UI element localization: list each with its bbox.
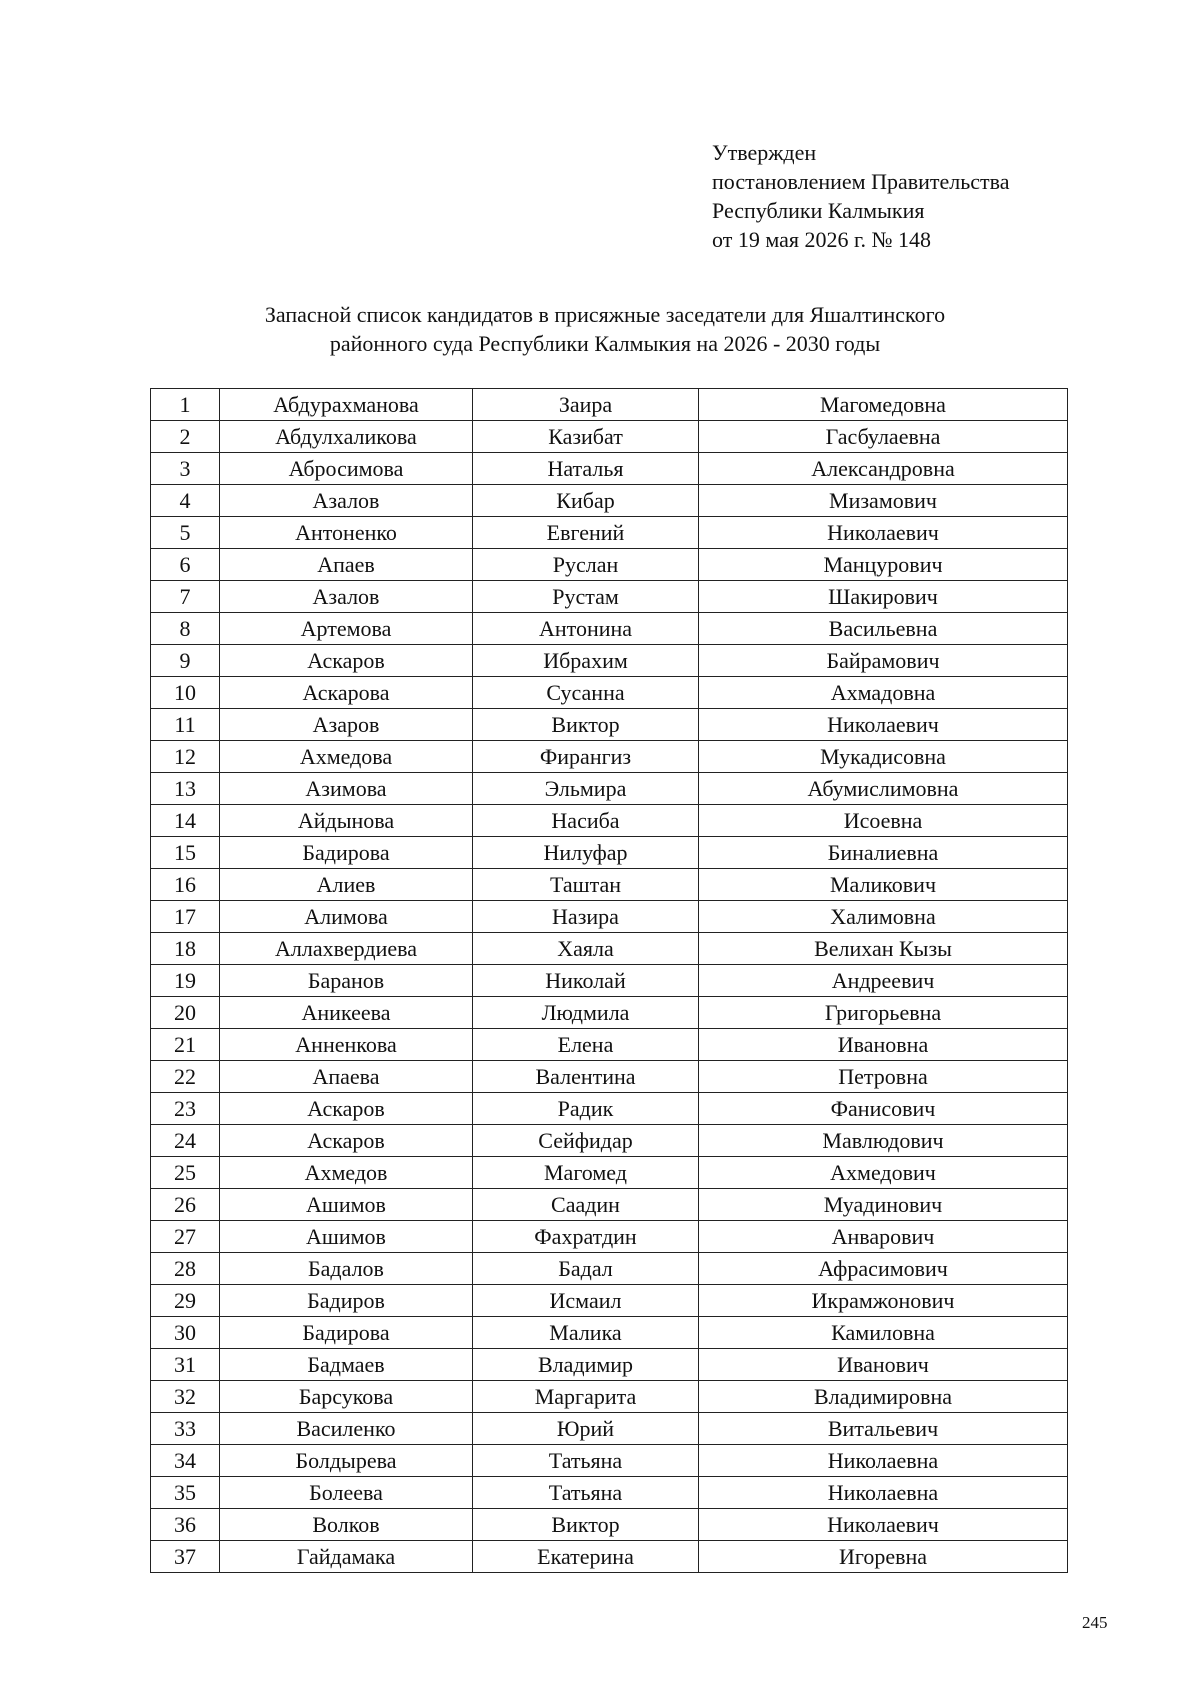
surname-cell: Аскаров [220,645,473,677]
patronymic-cell: Биналиевна [699,837,1068,869]
first-name-cell: Виктор [473,1509,699,1541]
surname-cell: Барсукова [220,1381,473,1413]
row-number-cell: 14 [151,805,220,837]
surname-cell: Бадмаев [220,1349,473,1381]
row-number-cell: 28 [151,1253,220,1285]
table-row [151,677,1068,709]
patronymic-cell: Андреевич [699,965,1068,997]
surname-cell: Бадиров [220,1285,473,1317]
first-name-cell: Валентина [473,1061,699,1093]
first-name-cell: Николай [473,965,699,997]
table-row [151,1541,1068,1573]
row-number-cell: 31 [151,1349,220,1381]
patronymic-cell: Владимировна [699,1381,1068,1413]
row-number-cell: 26 [151,1189,220,1221]
table-row [151,645,1068,677]
row-number-cell: 10 [151,677,220,709]
table-row [151,549,1068,581]
row-number-cell: 16 [151,869,220,901]
table-row [151,517,1068,549]
surname-cell: Баранов [220,965,473,997]
patronymic-cell: Манцурович [699,549,1068,581]
patronymic-cell: Икрамжонович [699,1285,1068,1317]
row-number-cell: 1 [151,389,220,421]
table-row [151,965,1068,997]
patronymic-cell: Ивановна [699,1029,1068,1061]
first-name-cell: Антонина [473,613,699,645]
first-name-cell: Магомед [473,1157,699,1189]
table-row [151,773,1068,805]
patronymic-cell: Николаевич [699,517,1068,549]
first-name-cell: Таштан [473,869,699,901]
row-number-cell: 23 [151,1093,220,1125]
table-row [151,901,1068,933]
patronymic-cell: Исоевна [699,805,1068,837]
row-number-cell: 4 [151,485,220,517]
first-name-cell: Назира [473,901,699,933]
surname-cell: Болеева [220,1477,473,1509]
patronymic-cell: Николаевна [699,1477,1068,1509]
row-number-cell: 9 [151,645,220,677]
surname-cell: Бадалов [220,1253,473,1285]
surname-cell: Василенко [220,1413,473,1445]
patronymic-cell: Халимовна [699,901,1068,933]
surname-cell: Азалов [220,581,473,613]
approval-line: Утвержден [712,140,817,165]
row-number-cell: 6 [151,549,220,581]
table-row [151,1317,1068,1349]
row-number-cell: 36 [151,1509,220,1541]
first-name-cell: Кибар [473,485,699,517]
row-number-cell: 32 [151,1381,220,1413]
surname-cell: Азимова [220,773,473,805]
first-name-cell: Исмаил [473,1285,699,1317]
patronymic-cell: Васильевна [699,613,1068,645]
surname-cell: Абдулхаликова [220,421,473,453]
table-row [151,1221,1068,1253]
surname-cell: Бадирова [220,837,473,869]
table-row [151,933,1068,965]
row-number-cell: 7 [151,581,220,613]
row-number-cell: 22 [151,1061,220,1093]
row-number-cell: 8 [151,613,220,645]
table-row [151,1477,1068,1509]
row-number-cell: 29 [151,1285,220,1317]
surname-cell: Ахмедова [220,741,473,773]
table-row [151,485,1068,517]
first-name-cell: Елена [473,1029,699,1061]
table-row [151,1029,1068,1061]
first-name-cell: Руслан [473,549,699,581]
approval-line: постановлением Правительства [712,169,1010,194]
row-number-cell: 2 [151,421,220,453]
table-row [151,1381,1068,1413]
surname-cell: Болдырева [220,1445,473,1477]
table-row [151,581,1068,613]
patronymic-cell: Мизамович [699,485,1068,517]
row-number-cell: 27 [151,1221,220,1253]
title-line: районного суда Республики Калмыкия на 2026 - 2030 годы [329,331,881,356]
surname-cell: Аскарова [220,677,473,709]
first-name-cell: Евгений [473,517,699,549]
juror-list-body [151,389,1068,1573]
first-name-cell: Виктор [473,709,699,741]
row-number-cell: 21 [151,1029,220,1061]
row-number-cell: 15 [151,837,220,869]
first-name-cell: Казибат [473,421,699,453]
document-title [130,300,1080,358]
table-row [151,1093,1068,1125]
row-number-cell: 3 [151,453,220,485]
row-number-cell: 37 [151,1541,220,1573]
surname-cell: Волков [220,1509,473,1541]
table-row [151,837,1068,869]
patronymic-cell: Ахмадовна [699,677,1068,709]
surname-cell: Айдынова [220,805,473,837]
first-name-cell: Насиба [473,805,699,837]
table-row [151,1125,1068,1157]
title-line: Запасной список кандидатов в присяжные заседатели для Яшалтинского [264,302,946,327]
table-row [151,1253,1068,1285]
first-name-cell: Фирангиз [473,741,699,773]
table-row [151,1413,1068,1445]
table-row [151,1189,1068,1221]
surname-cell: Абдурахманова [220,389,473,421]
table-row [151,613,1068,645]
approval-line: Республики Калмыкия [712,198,925,223]
surname-cell: Азаров [220,709,473,741]
row-number-cell: 24 [151,1125,220,1157]
patronymic-cell: Николаевна [699,1445,1068,1477]
first-name-cell: Сусанна [473,677,699,709]
first-name-cell: Татьяна [473,1445,699,1477]
table-row [151,1349,1068,1381]
row-number-cell: 20 [151,997,220,1029]
surname-cell: Азалов [220,485,473,517]
row-number-cell: 13 [151,773,220,805]
first-name-cell: Малика [473,1317,699,1349]
surname-cell: Анненкова [220,1029,473,1061]
patronymic-cell: Николаевич [699,709,1068,741]
first-name-cell: Екатерина [473,1541,699,1573]
table-row [151,869,1068,901]
first-name-cell: Владимир [473,1349,699,1381]
patronymic-cell: Афрасимович [699,1253,1068,1285]
patronymic-cell: Фанисович [699,1093,1068,1125]
surname-cell: Апаев [220,549,473,581]
patronymic-cell: Анварович [699,1221,1068,1253]
surname-cell: Гайдамака [220,1541,473,1573]
table-row [151,421,1068,453]
approval-line: от 19 мая 2026 г. № 148 [712,227,932,252]
patronymic-cell: Гасбулаевна [699,421,1068,453]
surname-cell: Алимова [220,901,473,933]
table-row [151,741,1068,773]
table-row [151,1445,1068,1477]
patronymic-cell: Николаевич [699,1509,1068,1541]
first-name-cell: Ибрахим [473,645,699,677]
first-name-cell: Фахратдин [473,1221,699,1253]
patronymic-cell: Игоревна [699,1541,1068,1573]
table-row [151,997,1068,1029]
row-number-cell: 19 [151,965,220,997]
patronymic-cell: Байрамович [699,645,1068,677]
row-number-cell: 30 [151,1317,220,1349]
patronymic-cell: Витальевич [699,1413,1068,1445]
first-name-cell: Заира [473,389,699,421]
surname-cell: Аллахвердиева [220,933,473,965]
first-name-cell: Сейфидар [473,1125,699,1157]
table-row [151,1509,1068,1541]
surname-cell: Антоненко [220,517,473,549]
row-number-cell: 18 [151,933,220,965]
table-row [151,389,1068,421]
patronymic-cell: Мавлюдович [699,1125,1068,1157]
first-name-cell: Наталья [473,453,699,485]
row-number-cell: 33 [151,1413,220,1445]
row-number-cell: 5 [151,517,220,549]
surname-cell: Ахмедов [220,1157,473,1189]
surname-cell: Аникеева [220,997,473,1029]
first-name-cell: Нилуфар [473,837,699,869]
table-row [151,805,1068,837]
page-number: 245 [1082,1613,1108,1632]
surname-cell: Артемова [220,613,473,645]
surname-cell: Аскаров [220,1125,473,1157]
surname-cell: Бадирова [220,1317,473,1349]
table-row [151,709,1068,741]
patronymic-cell: Григорьевна [699,997,1068,1029]
row-number-cell: 35 [151,1477,220,1509]
surname-cell: Алиев [220,869,473,901]
row-number-cell: 12 [151,741,220,773]
surname-cell: Абросимова [220,453,473,485]
first-name-cell: Бадал [473,1253,699,1285]
surname-cell: Ашимов [220,1189,473,1221]
first-name-cell: Рустам [473,581,699,613]
table-row [151,453,1068,485]
surname-cell: Ашимов [220,1221,473,1253]
first-name-cell: Юрий [473,1413,699,1445]
patronymic-cell: Абумислимовна [699,773,1068,805]
first-name-cell: Хаяла [473,933,699,965]
patronymic-cell: Маликович [699,869,1068,901]
first-name-cell: Людмила [473,997,699,1029]
row-number-cell: 25 [151,1157,220,1189]
first-name-cell: Татьяна [473,1477,699,1509]
row-number-cell: 11 [151,709,220,741]
patronymic-cell: Велихан Кызы [699,933,1068,965]
surname-cell: Апаева [220,1061,473,1093]
table-row [151,1285,1068,1317]
juror-list-table [150,388,1068,1573]
first-name-cell: Радик [473,1093,699,1125]
patronymic-cell: Мукадисовна [699,741,1068,773]
patronymic-cell: Шакирович [699,581,1068,613]
table-row [151,1157,1068,1189]
row-number-cell: 17 [151,901,220,933]
row-number-cell: 34 [151,1445,220,1477]
patronymic-cell: Муадинович [699,1189,1068,1221]
approval-stamp [712,138,1010,254]
first-name-cell: Саадин [473,1189,699,1221]
patronymic-cell: Ахмедович [699,1157,1068,1189]
surname-cell: Аскаров [220,1093,473,1125]
patronymic-cell: Иванович [699,1349,1068,1381]
first-name-cell: Маргарита [473,1381,699,1413]
first-name-cell: Эльмира [473,773,699,805]
patronymic-cell: Петровна [699,1061,1068,1093]
patronymic-cell: Магомедовна [699,389,1068,421]
table-row [151,1061,1068,1093]
patronymic-cell: Камиловна [699,1317,1068,1349]
patronymic-cell: Александровна [699,453,1068,485]
